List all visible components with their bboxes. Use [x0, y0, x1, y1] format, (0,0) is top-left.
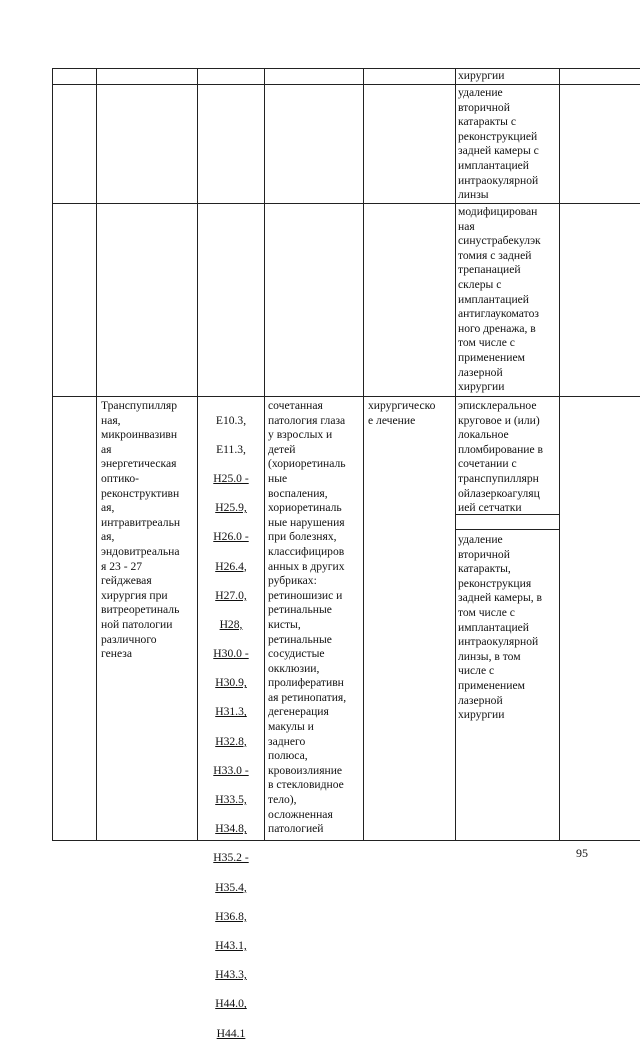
patient-model: сочетанная патология глаза у взрослых и детей (хориоретиналь ные воспаления, хориоретиналь ные нарушения при болезнях, классифициров анных в других рубриках: ретиношизис и ретинальные кисты, ретинальные сосудистые окклюзии, пролиферативн ая ретинопатия, дегенерация макулы и заднего полюса, кровоизлияние в стекловидное тело), осложненная патологией [268, 399, 347, 836]
icd-code-link[interactable]: H33.5, [215, 793, 247, 807]
icd-code-link[interactable]: H35.2 - [213, 851, 249, 865]
icd-code-link[interactable]: H26.4, [215, 559, 247, 573]
icd-code-link[interactable]: H25.9, [215, 501, 247, 515]
icd-code: E11.3, [216, 442, 246, 456]
column-border [264, 68, 265, 841]
icd-code-link[interactable]: H27.0, [215, 588, 247, 602]
icd-code-link[interactable]: H28, [219, 617, 243, 631]
page-number: 95 [576, 846, 588, 860]
icd-code-link[interactable]: H26.0 - [213, 530, 249, 544]
icd-code-link[interactable]: H36.8, [215, 909, 247, 923]
row-divider [52, 396, 640, 397]
column-border [52, 68, 53, 841]
care-type-name: Транспупилляр ная, микроинвазивн ая энергетическая оптико- реконструктивн ая, интравитреальн ая, эндовитреальна я 23 - 27 гейджевая хирургия при витреоретиналь ной патологии различного генеза [101, 399, 181, 661]
row2-treatment-method: удаление вторичной катаракты с реконструкцией задней камеры с имплантацией интраокулярной линзы [458, 86, 539, 202]
icd-code-link[interactable]: H35.4, [215, 880, 247, 894]
column-border [96, 68, 97, 841]
table-bottom-border [52, 840, 640, 841]
icd-code-link[interactable]: H32.8, [215, 734, 247, 748]
treatment-method-b: удаление вторичной катаракты, реконструкция задней камеры, в том числе с имплантацией интраокулярной линзы, в том числе с применением лазерной хирургии [458, 533, 543, 722]
icd-code-link[interactable]: H34.8, [215, 822, 247, 836]
row-divider [52, 203, 640, 204]
row3-treatment-method: модифицирован ная синустрабекулэк томия с задней трепанацией склеры с имплантацией антиглаукоматоз ного дренажа, в том числе с применением лазерной хирургии [458, 205, 541, 394]
icd-code-link[interactable]: H30.9, [215, 676, 247, 690]
column-border [559, 68, 560, 841]
column-border [455, 68, 456, 841]
icd-code-link[interactable]: H44.1 [216, 1026, 246, 1040]
icd-code-link[interactable]: H30.0 - [213, 647, 249, 661]
treatment-type: хирургическо е лечение [368, 399, 436, 427]
icd-code-link[interactable]: H33.0 - [213, 763, 249, 777]
icd-code: E10.3, [215, 413, 247, 427]
row-divider [52, 84, 640, 85]
treatment-method-a: эписклеральное круговое и (или) локальное пломбирование в сочетании с транспупиллярн ойлазеркоагуляц ией сетчатки [458, 399, 543, 515]
icd-code-link[interactable]: H43.1, [215, 938, 247, 952]
icd-code-link[interactable]: H25.0 - [213, 471, 249, 485]
column-border [363, 68, 364, 841]
icd-codes [198, 399, 264, 1056]
icd-code-link[interactable]: H31.3, [215, 705, 247, 719]
cell-divider [455, 529, 559, 530]
row1-treatment-method: хирургии [458, 69, 505, 82]
table-top-border [52, 68, 640, 69]
icd-code-link[interactable]: H43.3, [215, 968, 247, 982]
icd-code-link[interactable]: H44.0, [215, 997, 247, 1011]
